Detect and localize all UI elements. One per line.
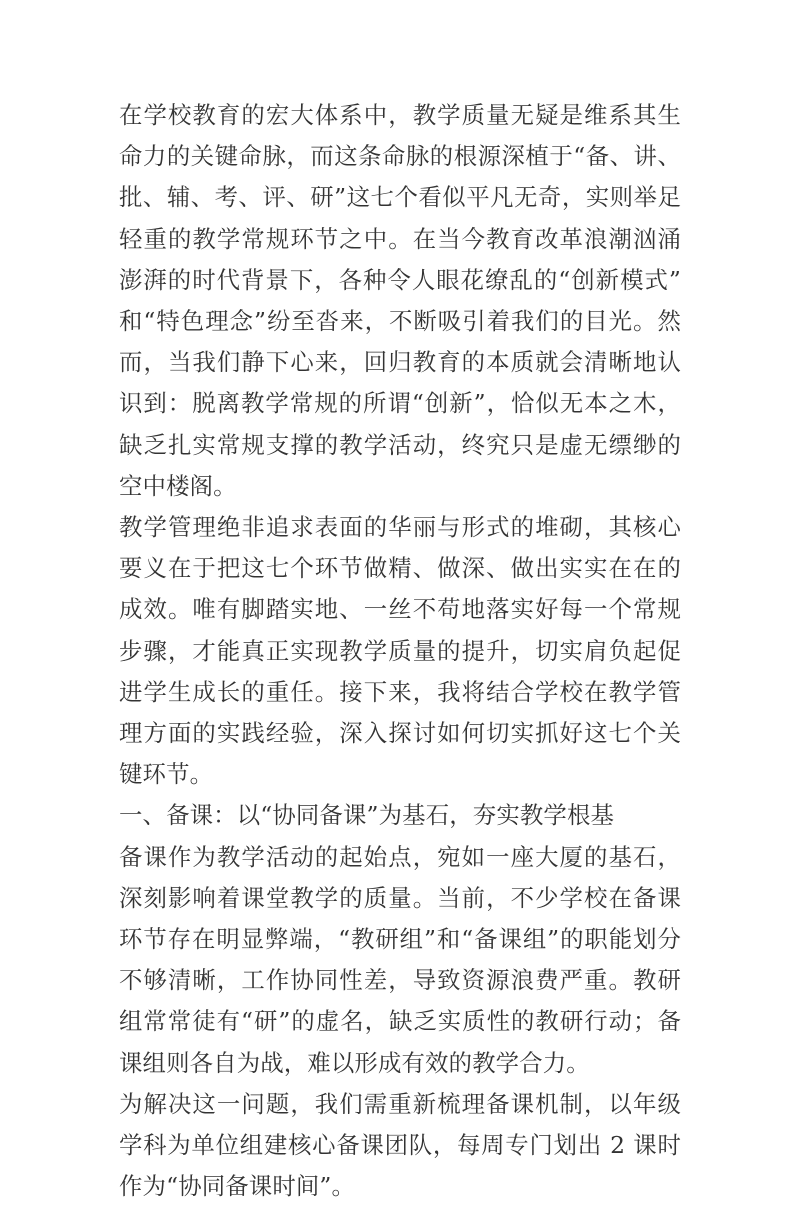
body-paragraph-2: 教学管理绝非追求表面的华丽与形式的堆砌，其核心要义在于把这七个环节做精、做深、做出实实在在的成效。唯有脚踏实地、一丝不苟地落实好每一个常规步骤，才能真正实现教学质量的提升，切实肩负起促进学生成长的重任。接下来，我将结合学校在教学管理方面的实践经验，深入探讨如何切实抓好这七个关键环节。 [119, 513, 681, 789]
body-paragraph-3: 备课作为教学活动的起始点，宛如一座大厦的基石，深刻影响着课堂教学的质量。当前，不少学校在备课环节存在明显弊端，“教研组”和“备课组”的职能划分不够清晰，工作协同性差，导致资源浪费严重。教研组常常徒有“研”的虚名，缺乏实质性的教研行动；备课组则各自为战，难以形成有效的教学合力。 [119, 842, 681, 1077]
body-paragraph-4: 为解决这一问题，我们需重新梳理备课机制，以年级学科为单位组建核心备课团队，每周专门划出 2 课时作为“协同备课时间”。 [119, 1089, 681, 1201]
document-text-block [119, 95, 681, 1207]
section-heading-1: 一、备课：以“协同备课”为基石，夯实教学根基 [119, 801, 615, 830]
body-paragraph-1: 在学校教育的宏大体系中，教学质量无疑是维系其生命力的关键命脉，而这条命脉的根源深植于“备、讲、批、辅、考、评、研”这七个看似平凡无奇，实则举足轻重的教学常规环节之中。在当今教育改革浪潮汹涌澎湃的时代背景下，各种令人眼花缭乱的“创新模式”和“特色理念”纷至沓来，不断吸引着我们的目光。然而，当我们静下心来，回归教育的本质就会清晰地认识到：脱离教学常规的所谓“创新”，恰似无本之木，缺乏扎实常规支撑的教学活动，终究只是虚无缥缈的空中楼阁。 [119, 101, 681, 500]
